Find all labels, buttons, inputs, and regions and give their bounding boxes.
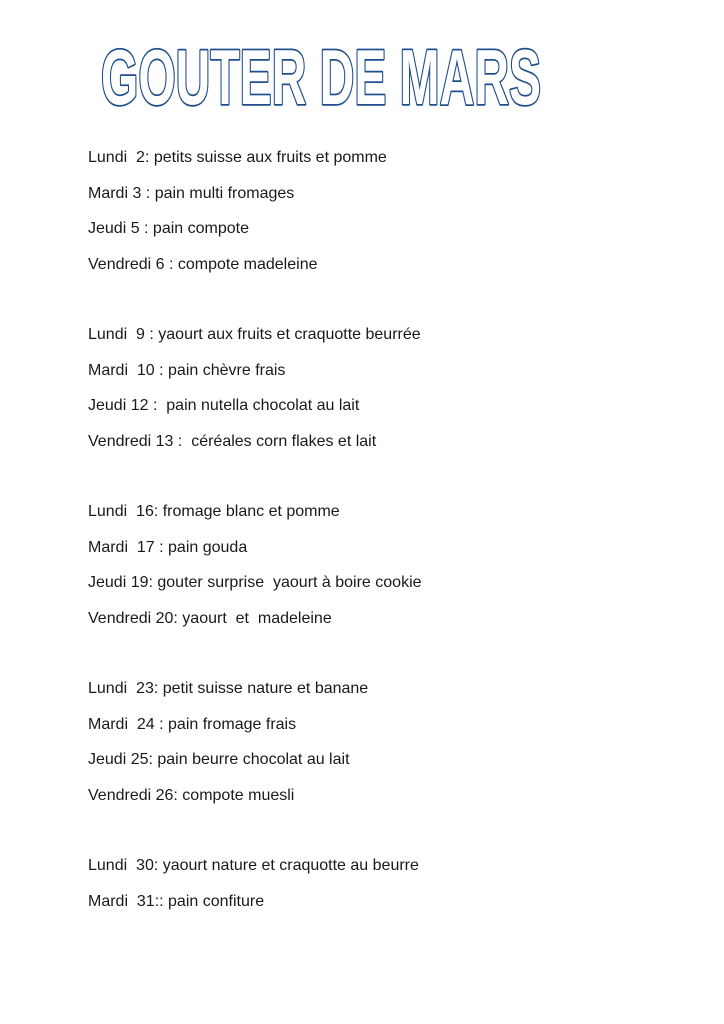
week-block: [88, 671, 688, 813]
menu-line: Jeudi 12 : pain nutella chocolat au lait: [88, 397, 360, 414]
title-wordart: [96, 38, 546, 114]
menu-line: Mardi 10 : pain chèvre frais: [88, 361, 286, 379]
page-title: [96, 38, 546, 114]
menu-line: Lundi 23: petit suisse nature et banane: [88, 680, 369, 697]
week-block: [88, 494, 688, 636]
menu-line: Mardi 17 : pain gouda: [88, 538, 248, 556]
week-block: [88, 140, 688, 282]
menu-line: Vendredi 26: compote muesli: [88, 786, 295, 804]
menu-line: Lundi 9 : yaourt aux fruits et craquotte beurrée: [88, 326, 421, 343]
menu-line: Vendredi 13 : céréales corn flakes et lait: [88, 432, 377, 450]
week-block: [88, 848, 688, 919]
menu-line: Lundi 16: fromage blanc et pomme: [88, 503, 340, 520]
menu-line: Vendredi 20: yaourt et madeleine: [88, 609, 332, 627]
menu-line: Lundi 30: yaourt nature et craquotte au beurre: [88, 857, 419, 874]
menu-line: Lundi 2: petits suisse aux fruits et pomme: [88, 149, 387, 166]
menu-line: Mardi 31:: pain confiture: [88, 892, 265, 910]
menu-line: Jeudi 5 : pain compote: [88, 220, 249, 237]
menu-line: Mardi 3 : pain multi fromages: [88, 184, 295, 202]
snack-menu: [88, 140, 688, 919]
menu-line: Mardi 24 : pain fromage frais: [88, 715, 297, 733]
menu-line: Jeudi 25: pain beurre chocolat au lait: [88, 751, 350, 768]
menu-line: Jeudi 19: gouter surprise yaourt à boire cookie: [88, 574, 422, 591]
title-text: GOUTER DE MARS: [101, 38, 541, 114]
week-block: [88, 317, 688, 459]
menu-line: Vendredi 6 : compote madeleine: [88, 255, 318, 273]
